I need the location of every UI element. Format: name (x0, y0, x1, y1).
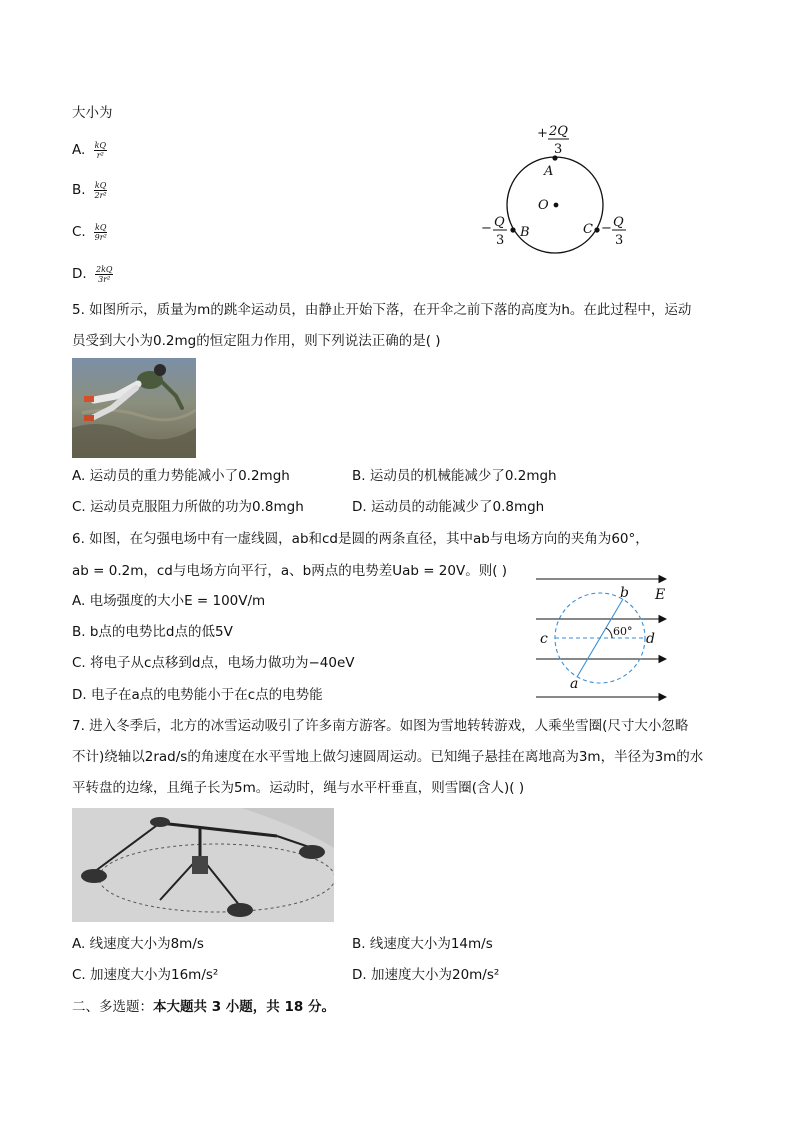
top-charge-num: 2Q (549, 124, 568, 139)
q5-option-a: A. 运动员的重力势能减小了0.2mgh (72, 468, 290, 484)
base (192, 856, 208, 874)
label-c: c (540, 631, 548, 647)
right-charge-num: Q (613, 215, 624, 230)
label-a: A (544, 164, 554, 179)
option-fraction: $\frac{2kQ}{\text{3r²}}$ (95, 264, 113, 284)
electric-field-figure (528, 570, 678, 706)
option-label: D. (72, 266, 87, 282)
left-charge-sign: − (481, 221, 492, 236)
q7-option-c: C. 加速度大小为16m/s² (72, 967, 219, 983)
left-charge-den: 3 (496, 233, 505, 248)
option-fraction: $\frac{kQ}{\text{r²}}$ (94, 140, 106, 160)
top-charge-den: 3 (554, 142, 563, 157)
q7-stem-line3: 平转盘的边缘，且绳子长为5m。运动时，绳与水平杆垂直，则雪圈(含人)( ) (72, 780, 525, 796)
q6-option-a: A. 电场强度的大小E = 100V/m (72, 593, 266, 609)
label-a: a (570, 676, 579, 692)
snow-spinner-photo (72, 808, 334, 922)
option-fraction: $\frac{kQ}{\text{2r²}}$ (94, 180, 107, 200)
skydiver-photo (72, 358, 196, 458)
q5-option-c: C. 运动员克服阻力所做的功为0.8mgh (72, 499, 304, 515)
right-charge-sign: − (601, 221, 612, 236)
label-b: b (620, 585, 629, 601)
option-label: C. (72, 224, 86, 240)
q6-option-c: C. 将电子从c点移到d点，电场力做功为−40eV (72, 655, 355, 671)
top-charge-sign: + (537, 126, 548, 141)
q7-stem-line1: 7. 进入冬季后，北方的冰雪运动吸引了许多南方游客。如图为雪地转转游戏，人乘坐雪圈(尺寸大小忽略 (72, 718, 689, 734)
q6-option-b: B. b点的电势比d点的低5V (72, 624, 233, 640)
option-fraction: $\frac{kQ}{\text{9r²}}$ (94, 222, 107, 242)
q5-option-d: D. 运动员的动能减少了0.8mgh (352, 499, 545, 515)
section-description: 本大题共 3 小题，共 18 分。 (153, 999, 335, 1015)
q4-option-d (72, 264, 113, 284)
q7-option-a: A. 线速度大小为8m/s (72, 936, 204, 952)
snow-ring (299, 845, 325, 859)
charge-circle-figure (475, 118, 635, 258)
q6-stem-line1: 6. 如图，在匀强电场中有一虚线圆，ab和cd是圆的两条直径，其中ab与电场方向的夹角为60°， (72, 531, 649, 547)
left-charge-num: Q (494, 215, 505, 230)
q4-option-c (72, 222, 107, 242)
q6-option-d: D. 电子在a点的电势能小于在c点的电势能 (72, 687, 323, 703)
label-d: d (646, 631, 655, 647)
label-o: O (538, 198, 549, 213)
label-b: B (520, 225, 530, 240)
q7-option-d: D. 加速度大小为20m/s² (352, 967, 500, 983)
q6-stem-line2: ab = 0.2m，cd与电场方向平行，a、b两点的电势差Uab = 20V。则( ) (72, 563, 508, 579)
option-label: A. (72, 142, 86, 158)
q4-option-b (72, 180, 107, 200)
snow-ring (81, 869, 107, 883)
helmet (154, 364, 166, 376)
point-c (594, 227, 599, 232)
option-label: B. (72, 182, 86, 198)
label-e: E (655, 587, 666, 603)
q5-stem-line2: 员受到大小为0.2mg的恒定阻力作用，则下列说法正确的是( ) (72, 333, 441, 349)
right-charge-den: 3 (615, 233, 624, 248)
label-c: C (583, 222, 593, 237)
q5-option-b: B. 运动员的机械能减少了0.2mgh (352, 468, 557, 484)
section-heading (72, 997, 335, 1017)
point-b (510, 227, 515, 232)
q7-option-b: B. 线速度大小为14m/s (352, 936, 493, 952)
section-prefix: 二、多选题： (72, 999, 153, 1015)
q4-option-a (72, 140, 107, 160)
point-o (554, 203, 559, 208)
q7-stem-line2: 不计)绕轴以2rad/s的角速度在水平雪地上做匀速圆周运动。已知绳子悬挂在离地高为3m，半径为3m的水 (72, 749, 704, 765)
q5-stem-line1: 5. 如图所示，质量为m的跳伞运动员，由静止开始下落，在开伞之前下落的高度为h。在此过程中，运动 (72, 302, 692, 318)
q4-intro: 大小为 (72, 105, 113, 121)
label-angle: 60° (613, 625, 633, 638)
snow-ring (227, 903, 253, 917)
shoe (84, 396, 94, 402)
